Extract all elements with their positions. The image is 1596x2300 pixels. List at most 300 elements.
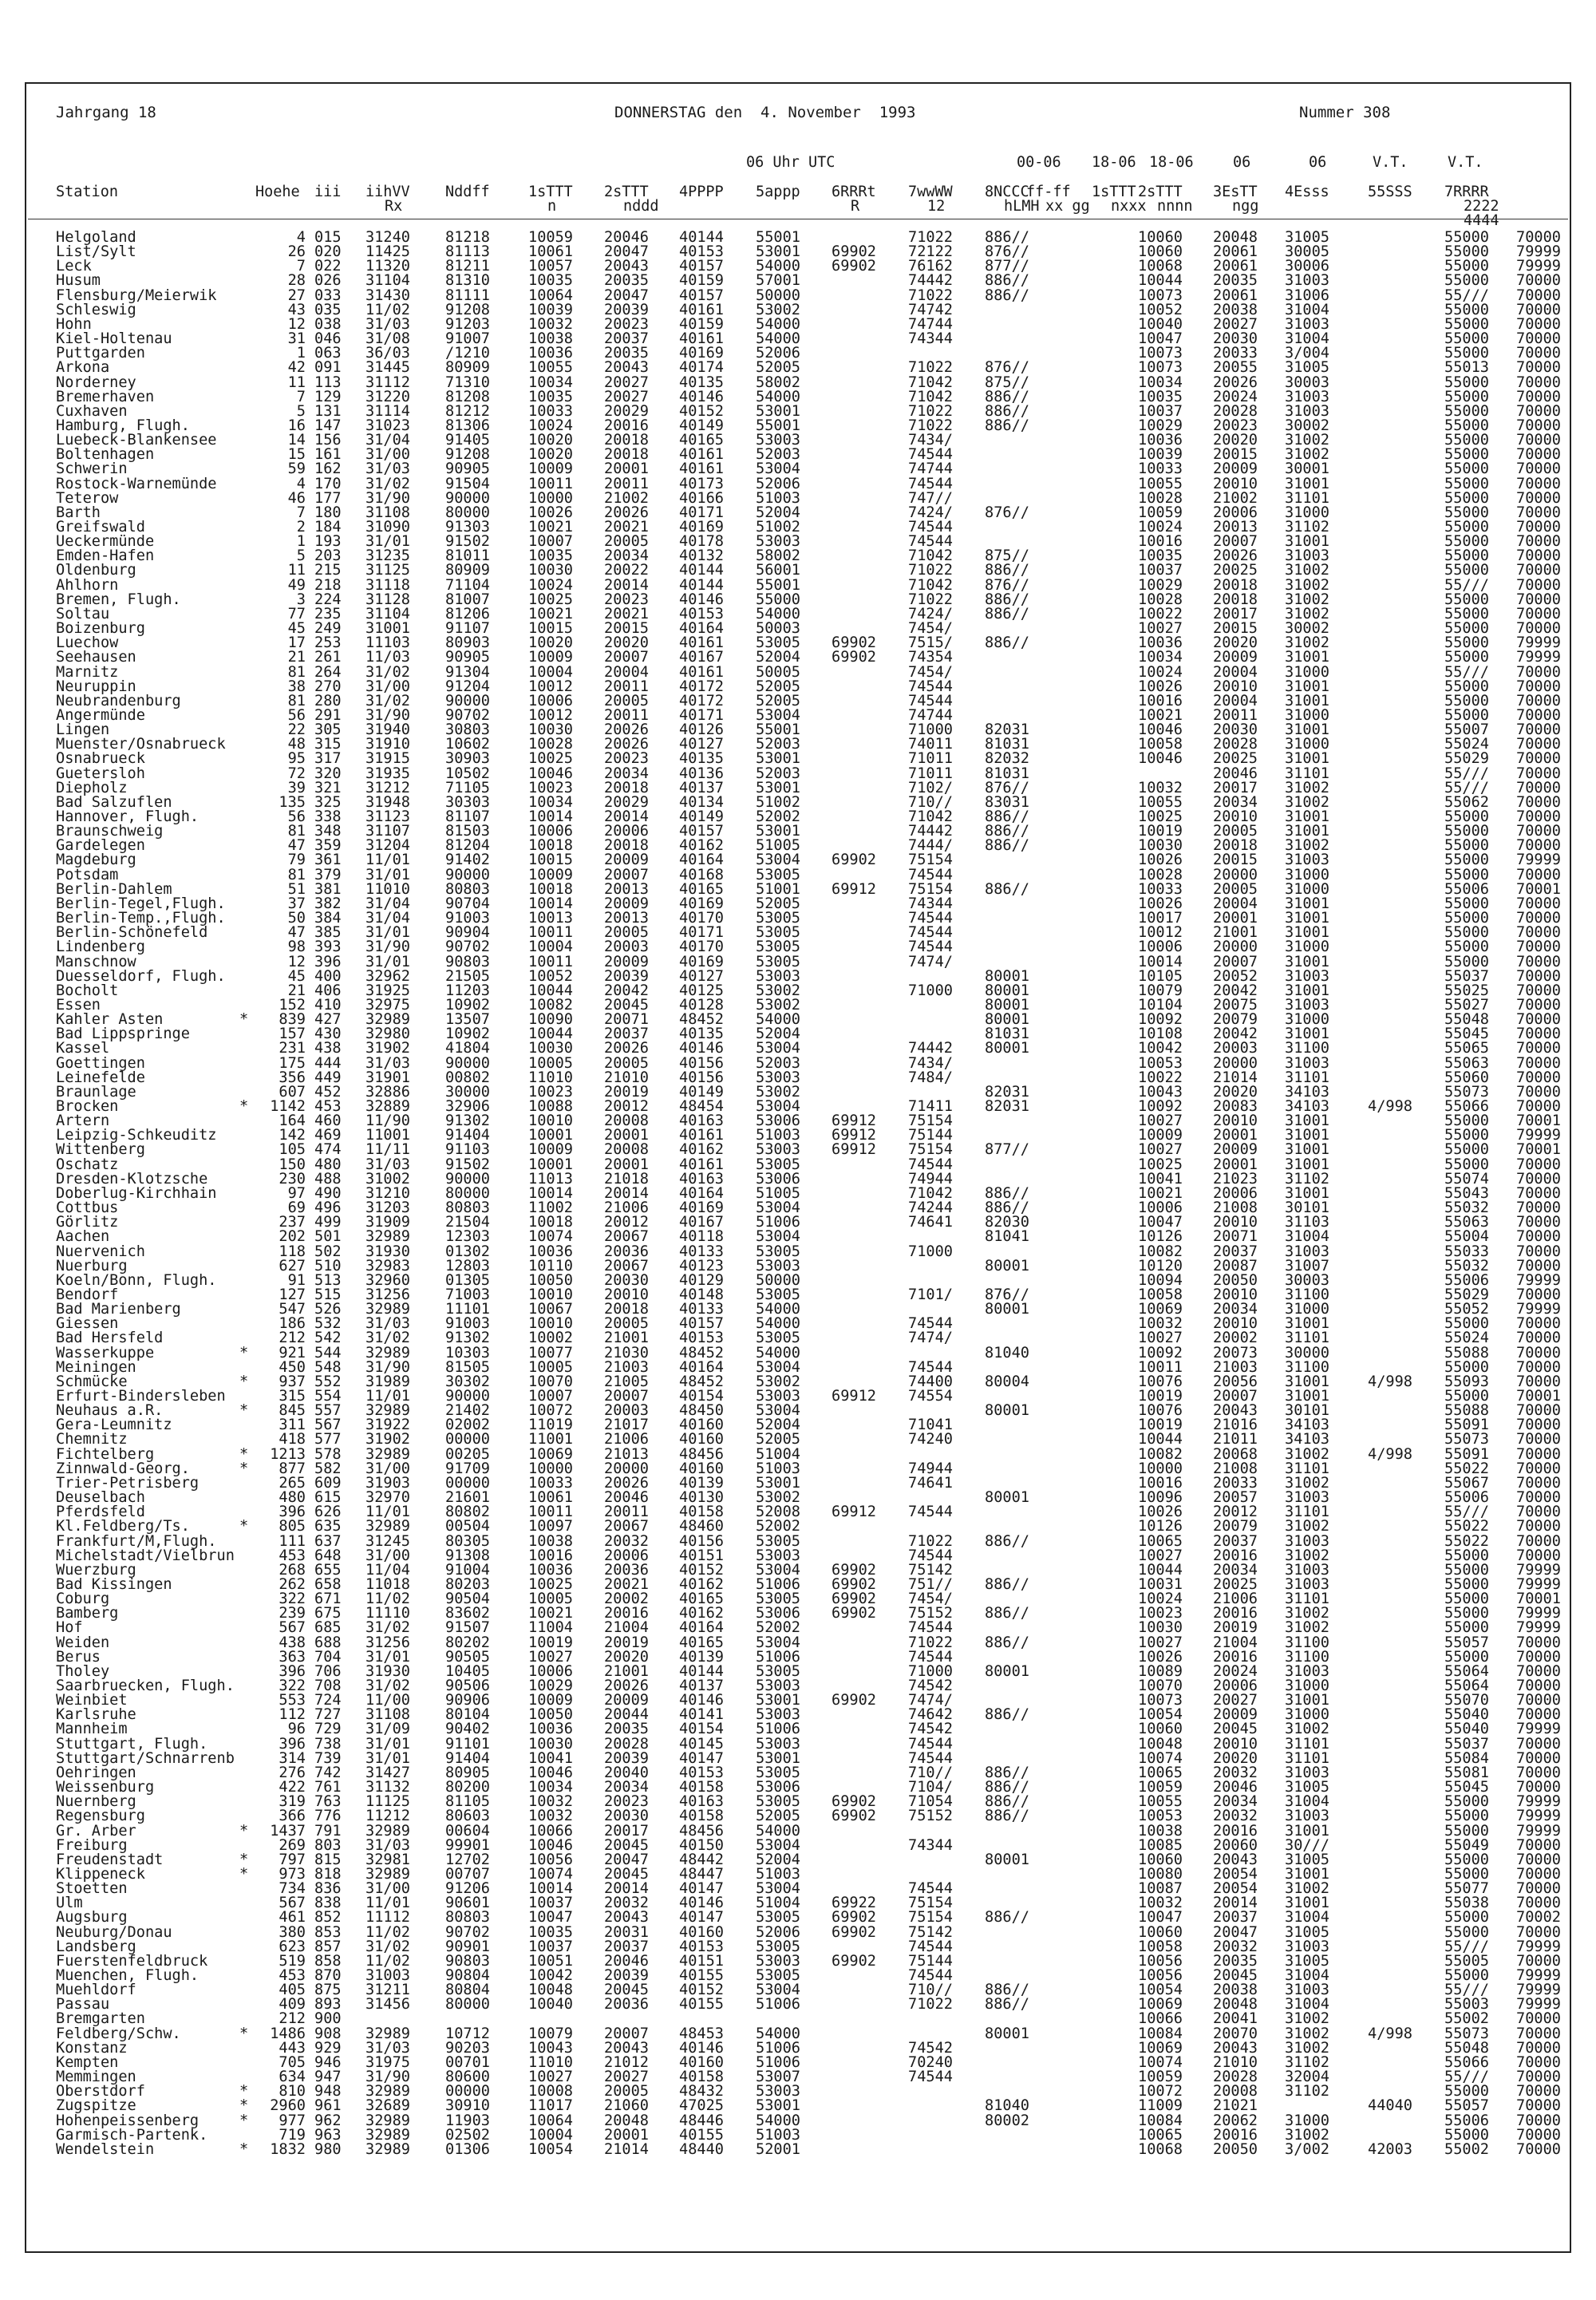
- cell-w: 71411: [908, 1098, 953, 1115]
- station-name: Greifswald: [56, 519, 145, 535]
- cell-h: 47: [287, 837, 306, 855]
- cell-e: 31100: [1285, 1634, 1329, 1651]
- cell-e: 31101: [1285, 765, 1329, 782]
- cell-ss: 55///: [1444, 1504, 1489, 1521]
- cell-h: 39: [287, 779, 306, 796]
- cell-tn: 20041: [1213, 2010, 1258, 2028]
- cell-rr: 79999: [1516, 649, 1561, 666]
- cell-p: 40158: [679, 1504, 724, 1521]
- cell-w: 7454/: [908, 663, 953, 681]
- cell-t2: 20026: [604, 1678, 649, 1694]
- cell-dd: 81107: [445, 808, 490, 825]
- cell-dd: 02502: [445, 2126, 490, 2144]
- station-name: Wasserkuppe: [56, 1344, 155, 1361]
- cell-n: 81031: [985, 765, 1029, 782]
- cell-vv: 31108: [365, 1706, 410, 1724]
- cell-iii: 875: [314, 1982, 342, 1999]
- cell-n: 876//: [985, 359, 1029, 377]
- cell-t1: 10033: [528, 1474, 573, 1492]
- cell-h: 734: [279, 1880, 306, 1898]
- cell-rr: 70000: [1516, 736, 1561, 753]
- cell-tx: 10060: [1138, 1923, 1183, 1941]
- station-name: Ahlhorn: [56, 576, 119, 594]
- cell-tn: 20016: [1213, 1648, 1258, 1666]
- cell-iii: 321: [314, 779, 342, 796]
- cell-e: 31102: [1285, 2083, 1329, 2100]
- cell-rr: 70001: [1516, 1112, 1561, 1130]
- cell-ss: 55000: [1444, 837, 1489, 855]
- cell-iii: 046: [314, 330, 342, 348]
- cell-tx: 10039: [1138, 446, 1183, 464]
- cell-iii: 818: [314, 1865, 342, 1883]
- station-name: Teterow: [56, 489, 119, 507]
- cell-w: 710//: [908, 1764, 953, 1781]
- cell-ss: 55040: [1444, 1706, 1489, 1724]
- cell-ss: 55000: [1444, 1923, 1489, 1941]
- cell-dd: 80603: [445, 1808, 490, 1825]
- station-name: Emden-Hafen: [56, 547, 155, 565]
- cell-dd: 91007: [445, 330, 490, 348]
- cell-iii: 532: [314, 1315, 342, 1333]
- cell-a: 53001: [756, 402, 800, 420]
- cell-h: 443: [279, 2039, 306, 2057]
- cell-p: 40130: [679, 1489, 724, 1507]
- cell-p: 40162: [679, 1575, 724, 1593]
- cell-ss: 55000: [1444, 504, 1489, 521]
- cell-dd: 90000: [445, 866, 490, 883]
- station-name: Koeln/Bonn, Flugh.: [56, 1271, 217, 1289]
- cell-ss: 55063: [1444, 1214, 1489, 1231]
- cell-t1: 10036: [528, 1561, 573, 1579]
- cell-t1: 10006: [528, 692, 573, 709]
- cell-w: 710//: [908, 1982, 953, 1999]
- cell-dd: 90000: [445, 1388, 490, 1405]
- cell-rr: 70000: [1516, 330, 1561, 348]
- cell-t2: 20039: [604, 1749, 649, 1767]
- cell-tn: 21014: [1213, 1069, 1258, 1086]
- column-header: 8NCCC: [985, 184, 1029, 200]
- station-name: Feldberg/Schw.: [56, 2025, 181, 2042]
- cell-r: 69902: [832, 1591, 876, 1608]
- cell-tx: 10072: [1138, 2083, 1183, 2100]
- cell-rr: 70000: [1516, 1836, 1561, 1854]
- cell-t1: 10034: [528, 373, 573, 391]
- cell-tx: 10029: [1138, 417, 1183, 434]
- cell-w: 71022: [908, 1532, 953, 1550]
- cell-iii: 675: [314, 1605, 342, 1622]
- cell-vv: 31212: [365, 779, 410, 796]
- cell-ss: 55000: [1444, 678, 1489, 695]
- cell-e: 31003: [1285, 272, 1329, 290]
- cell-rr: 70000: [1516, 576, 1561, 594]
- cell-rr: 79999: [1516, 1721, 1561, 1738]
- cell-ss: 55045: [1444, 1026, 1489, 1043]
- cell-tn: 20015: [1213, 620, 1258, 638]
- cell-tn: 21023: [1213, 1170, 1258, 1188]
- cell-e: 31003: [1285, 1938, 1329, 1955]
- station-name: Deuselbach: [56, 1489, 145, 1507]
- cell-h: 937: [279, 1373, 306, 1390]
- cell-tx: 10028: [1138, 866, 1183, 883]
- cell-tn: 20037: [1213, 1909, 1258, 1927]
- cell-vv: 31/90: [365, 489, 410, 507]
- cell-e: 31004: [1285, 301, 1329, 318]
- cell-ss: 55000: [1444, 1315, 1489, 1333]
- cell-w: 71022: [908, 402, 953, 420]
- cell-n: 877//: [985, 1141, 1029, 1159]
- cell-tx: 10016: [1138, 692, 1183, 709]
- cell-ss: 55000: [1444, 1127, 1489, 1144]
- cell-tx: 10027: [1138, 1634, 1183, 1651]
- cell-p: 40160: [679, 1923, 724, 1941]
- cell-e: 31000: [1285, 1301, 1329, 1318]
- station-name: Trier-Petrisberg: [56, 1474, 200, 1492]
- cell-t1: 10015: [528, 852, 573, 869]
- cell-t1: 10035: [528, 1923, 573, 1941]
- cell-tx: 10058: [1138, 1286, 1183, 1303]
- cell-vv: 31211: [365, 1982, 410, 1999]
- cell-h: 69: [287, 1199, 306, 1217]
- cell-p: 40146: [679, 1895, 724, 1912]
- cell-t1: 10004: [528, 663, 573, 681]
- cell-h: 797: [279, 1851, 306, 1868]
- cell-tx: 10034: [1138, 649, 1183, 666]
- cell-r: 69902: [832, 243, 876, 261]
- cell-iii: 655: [314, 1561, 342, 1579]
- cell-p: 40153: [679, 243, 724, 261]
- cell-t2: 20019: [604, 1634, 649, 1651]
- cell-tn: 20005: [1213, 823, 1258, 840]
- cell-rr: 70000: [1516, 1518, 1561, 1535]
- column-subheader: xx gg: [1045, 198, 1090, 215]
- cell-iii: 381: [314, 880, 342, 898]
- cell-iii: 626: [314, 1504, 342, 1521]
- cell-t1: 10035: [528, 272, 573, 290]
- cell-e: 31001: [1285, 1373, 1329, 1390]
- cell-w: 74011: [908, 736, 953, 753]
- station-name: Doberlug-Kirchhain: [56, 1184, 217, 1202]
- cell-w: 74354: [908, 649, 953, 666]
- cell-vv: 31903: [365, 1474, 410, 1492]
- cell-tx: 10035: [1138, 547, 1183, 565]
- station-name: Landsberg: [56, 1938, 136, 1955]
- cell-a: 53003: [756, 1069, 800, 1086]
- cell-tn: 20023: [1213, 417, 1258, 434]
- cell-n: 875//: [985, 373, 1029, 391]
- cell-w: 7454/: [908, 620, 953, 638]
- cell-iii: 727: [314, 1706, 342, 1724]
- cell-ss: 55000: [1444, 1547, 1489, 1564]
- cell-t2: 20007: [604, 866, 649, 883]
- cell-tn: 20009: [1213, 1141, 1258, 1159]
- cell-a: 53005: [756, 866, 800, 883]
- cell-a: 53003: [756, 1706, 800, 1724]
- cell-r: 69902: [832, 1808, 876, 1825]
- cell-p: 40171: [679, 504, 724, 521]
- cell-a: 52006: [756, 1923, 800, 1941]
- cell-h: 59: [287, 460, 306, 478]
- cell-tn: 20012: [1213, 1504, 1258, 1521]
- cell-rr: 79999: [1516, 1271, 1561, 1289]
- cell-iii: 280: [314, 692, 342, 709]
- cell-vv: 31/90: [365, 939, 410, 956]
- cell-tn: 20020: [1213, 634, 1258, 652]
- cell-h: 921: [279, 1344, 306, 1361]
- cell-h: 1: [296, 533, 306, 551]
- cell-e: 31001: [1285, 1184, 1329, 1202]
- cell-t2: 20018: [604, 779, 649, 796]
- date-line: DONNERSTAG den 4. November 1993: [614, 104, 916, 121]
- cell-a: 53005: [756, 1967, 800, 1984]
- cell-h: 43: [287, 301, 306, 318]
- cell-rr: 70000: [1516, 1330, 1561, 1347]
- cell-tn: 20010: [1213, 808, 1258, 825]
- cell-h: 50: [287, 910, 306, 927]
- cell-vv: 32989: [365, 1011, 410, 1029]
- cell-e: 31003: [1285, 1575, 1329, 1593]
- cell-r: 69902: [832, 1605, 876, 1622]
- cell-t1: 11010: [528, 2053, 573, 2071]
- cell-w: 74544: [908, 1735, 953, 1753]
- cell-t1: 11002: [528, 1199, 573, 1217]
- cell-t2: 20001: [604, 1156, 649, 1173]
- cell-ss: 55048: [1444, 2039, 1489, 2057]
- cell-rr: 70000: [1516, 678, 1561, 695]
- cell-dd: 90702: [445, 1923, 490, 1941]
- cell-t1: 10009: [528, 649, 573, 666]
- station-name: Oldenburg: [56, 562, 136, 579]
- cell-w: 7434/: [908, 432, 953, 449]
- cell-tn: 21010: [1213, 2053, 1258, 2071]
- cell-p: 40136: [679, 765, 724, 782]
- cell-a: 53003: [756, 1141, 800, 1159]
- cell-a: 54000: [756, 1344, 800, 1361]
- cell-ss: 55000: [1444, 620, 1489, 638]
- cell-t2: 20045: [604, 1836, 649, 1854]
- cell-ss: 55000: [1444, 924, 1489, 942]
- cell-dd: 90702: [445, 939, 490, 956]
- cell-t2: 20035: [604, 345, 649, 362]
- cell-t2: 20013: [604, 910, 649, 927]
- cell-rr: 79999: [1516, 634, 1561, 652]
- cell-r: 69902: [832, 1909, 876, 1927]
- cell-tx: 10042: [1138, 1040, 1183, 1057]
- cell-h: 127: [279, 1286, 306, 1303]
- cell-w: 71000: [908, 721, 953, 739]
- cell-a: 54000: [756, 258, 800, 275]
- cell-e: 31004: [1285, 1793, 1329, 1811]
- cell-n: 80001: [985, 996, 1029, 1014]
- cell-p: 40164: [679, 1358, 724, 1376]
- cell-iii: 729: [314, 1721, 342, 1738]
- station-name: Leinefelde: [56, 1069, 145, 1086]
- cell-rr: 70000: [1516, 388, 1561, 405]
- cell-dd: 80803: [445, 1909, 490, 1927]
- cell-t2: 20047: [604, 287, 649, 304]
- cell-tn: 20073: [1213, 1344, 1258, 1361]
- cell-rr: 70000: [1516, 793, 1561, 811]
- cell-w: 74641: [908, 1474, 953, 1492]
- cell-a: 53005: [756, 1286, 800, 1303]
- cell-t2: 20067: [604, 1257, 649, 1274]
- cell-tn: 20070: [1213, 2025, 1258, 2042]
- cell-t1: 10032: [528, 1808, 573, 1825]
- cell-tx: 10073: [1138, 345, 1183, 362]
- cell-t1: 10014: [528, 1184, 573, 1202]
- cell-t2: 20021: [604, 519, 649, 535]
- cell-p: 40155: [679, 1967, 724, 1984]
- cell-t2: 20001: [604, 1127, 649, 1144]
- cell-vv: 32989: [365, 1228, 410, 1246]
- cell-h: 11: [287, 373, 306, 391]
- cell-rr: 70000: [1516, 2053, 1561, 2071]
- cell-e: 31001: [1285, 1895, 1329, 1912]
- station-name: Wittenberg: [56, 1141, 145, 1159]
- cell-dd: 00000: [445, 2083, 490, 2100]
- cell-t2: 20034: [604, 765, 649, 782]
- cell-h: 2960: [270, 2097, 306, 2115]
- cell-w: 71022: [908, 1996, 953, 2013]
- cell-tx: 10060: [1138, 1721, 1183, 1738]
- cell-a: 53005: [756, 953, 800, 970]
- cell-w: 74240: [908, 1431, 953, 1448]
- cell-dd: 81204: [445, 837, 490, 855]
- cell-tx: 10036: [1138, 634, 1183, 652]
- cell-dd: 90000: [445, 489, 490, 507]
- cell-e: 31002: [1285, 576, 1329, 594]
- cell-dd: 90000: [445, 1170, 490, 1188]
- cell-a: 51005: [756, 837, 800, 855]
- cell-a: 55001: [756, 721, 800, 739]
- cell-p: 40161: [679, 663, 724, 681]
- cell-p: 40146: [679, 1040, 724, 1057]
- cell-w: 74542: [908, 1678, 953, 1694]
- cell-t1: 10001: [528, 1127, 573, 1144]
- cell-dd: 00000: [445, 1474, 490, 1492]
- cell-w: 75154: [908, 880, 953, 898]
- cell-h: 186: [279, 1315, 306, 1333]
- cell-h: 51: [287, 880, 306, 898]
- cell-h: 567: [279, 1619, 306, 1637]
- cell-a: 53003: [756, 2083, 800, 2100]
- cell-t1: 10067: [528, 1301, 573, 1318]
- cell-iii: 513: [314, 1271, 342, 1289]
- cell-w: 7424/: [908, 605, 953, 622]
- station-name: Muenchen, Flugh.: [56, 1967, 200, 1984]
- cell-tx: 10044: [1138, 1431, 1183, 1448]
- station-name: Hamburg, Flugh.: [56, 417, 190, 434]
- cell-p: 40162: [679, 1141, 724, 1159]
- cell-e: 30005: [1285, 243, 1329, 261]
- cell-ss: 55070: [1444, 1692, 1489, 1709]
- cell-a: 55000: [756, 591, 800, 608]
- cell-iii: 162: [314, 460, 342, 478]
- cell-a: 53003: [756, 533, 800, 551]
- cell-rr: 70000: [1516, 1895, 1561, 1912]
- cell-t1: 10046: [528, 1764, 573, 1781]
- cell-iii: 815: [314, 1851, 342, 1868]
- cell-t1: 10025: [528, 750, 573, 768]
- cell-a: 52006: [756, 345, 800, 362]
- cell-ss: 55032: [1444, 1199, 1489, 1217]
- cell-h: 1: [296, 345, 306, 362]
- cell-p: 40161: [679, 460, 724, 478]
- cell-dd: 21504: [445, 1214, 490, 1231]
- cell-tn: 20006: [1213, 1184, 1258, 1202]
- cell-tx: 10065: [1138, 1532, 1183, 1550]
- cell-t2: 20005: [604, 1054, 649, 1072]
- station-name: Weiden: [56, 1634, 110, 1651]
- cell-tn: 20034: [1213, 1561, 1258, 1579]
- cell-h: 96: [287, 1721, 306, 1738]
- station-name: Bremen, Flugh.: [56, 591, 181, 608]
- mountain-station-marker: *: [239, 1851, 249, 1868]
- cell-t2: 21012: [604, 2053, 649, 2071]
- cell-t2: 20030: [604, 1808, 649, 1825]
- cell-dd: 81503: [445, 823, 490, 840]
- cell-e: 31101: [1285, 1591, 1329, 1608]
- cell-h: 7: [296, 258, 306, 275]
- cell-dd: 91308: [445, 1547, 490, 1564]
- cell-p: 40149: [679, 808, 724, 825]
- cell-t1: 10014: [528, 1880, 573, 1898]
- cell-ss: 55///: [1444, 1938, 1489, 1955]
- cell-e: 31102: [1285, 519, 1329, 535]
- cell-rr: 70000: [1516, 1648, 1561, 1666]
- cell-h: 212: [279, 2010, 306, 2028]
- cell-vv: 32886: [365, 1083, 410, 1101]
- cell-vv: 31003: [365, 1967, 410, 1984]
- cell-iii: 615: [314, 1489, 342, 1507]
- cell-a: 53004: [756, 1402, 800, 1420]
- cell-vv: 11/01: [365, 1895, 410, 1912]
- cell-w: 71022: [908, 287, 953, 304]
- cell-a: 53007: [756, 2069, 800, 2086]
- cell-t1: 10030: [528, 562, 573, 579]
- cell-p: 40172: [679, 678, 724, 695]
- cell-t2: 20036: [604, 1243, 649, 1260]
- station-name: Dresden-Klotzsche: [56, 1170, 208, 1188]
- cell-tx: 10026: [1138, 1504, 1183, 1521]
- cell-t2: 20042: [604, 982, 649, 999]
- cell-tx: 10026: [1138, 678, 1183, 695]
- cell-rr: 70000: [1516, 2140, 1561, 2158]
- cell-w: 71022: [908, 591, 953, 608]
- cell-ss: 55000: [1444, 1156, 1489, 1173]
- cell-t2: 21013: [604, 1445, 649, 1463]
- cell-rr: 79999: [1516, 1938, 1561, 1955]
- cell-n: 876//: [985, 779, 1029, 796]
- cell-t2: 20046: [604, 229, 649, 246]
- station-name: Neuhaus a.R.: [56, 1402, 164, 1420]
- mountain-station-marker: *: [239, 1865, 249, 1883]
- cell-rr: 70000: [1516, 1402, 1561, 1420]
- cell-tx: 10041: [1138, 1170, 1183, 1188]
- cell-rr: 70000: [1516, 939, 1561, 956]
- cell-n: 886//: [985, 1808, 1029, 1825]
- cell-tx: 10029: [1138, 576, 1183, 594]
- cell-rr: 70000: [1516, 547, 1561, 565]
- cell-e: 31003: [1285, 1532, 1329, 1550]
- cell-e: 30002: [1285, 417, 1329, 434]
- cell-dd: 80802: [445, 1504, 490, 1521]
- cell-t2: 20009: [604, 895, 649, 912]
- cell-e: 31101: [1285, 1460, 1329, 1477]
- cell-t1: 10070: [528, 1373, 573, 1390]
- cell-ss: 55000: [1444, 852, 1489, 869]
- cell-s: 44040: [1368, 2097, 1412, 2115]
- cell-tx: 10000: [1138, 1460, 1183, 1477]
